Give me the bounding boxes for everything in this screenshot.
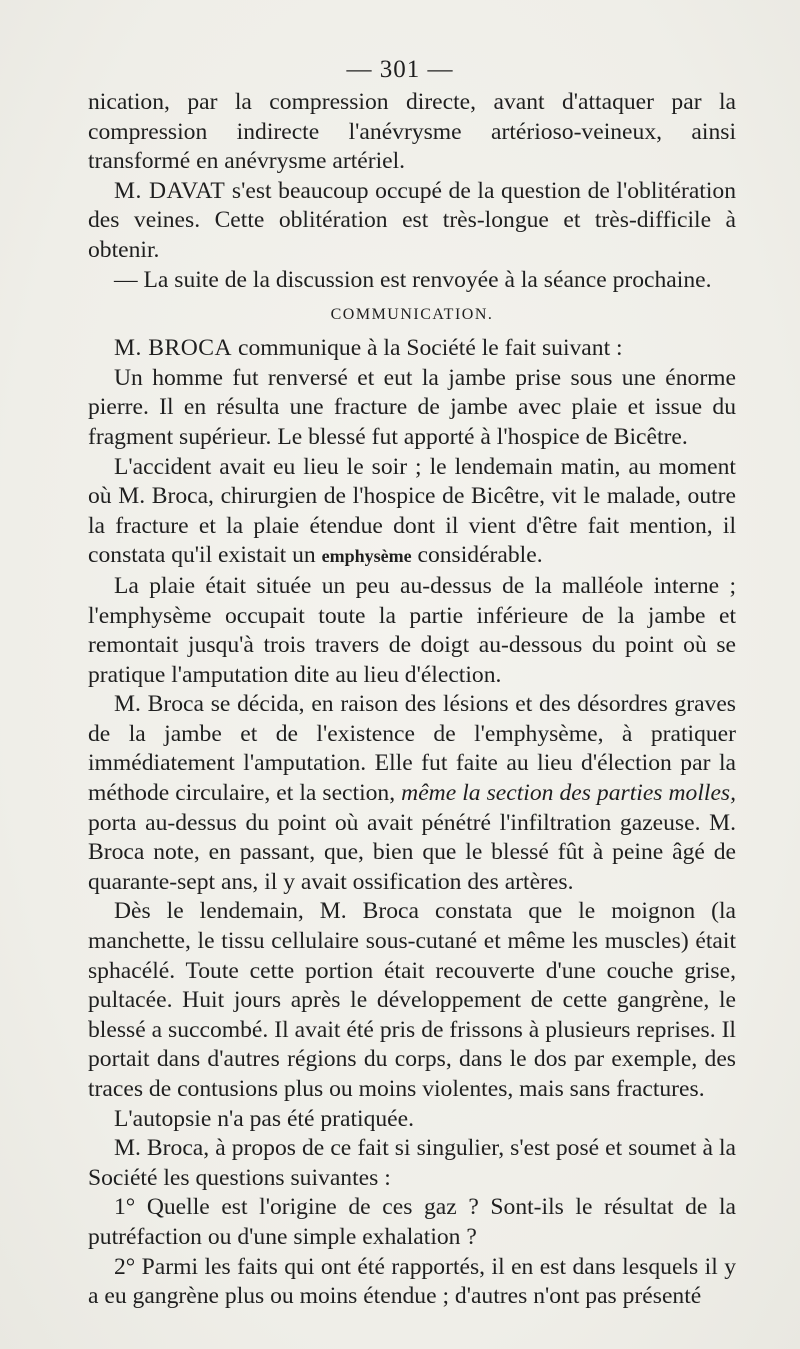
paragraph-text: considérable.	[411, 542, 543, 569]
paragraph-questions: M. Broca, à propos de ce fait si singulier, s'est posé et soumet à la Société les questions suivantes :	[88, 1135, 736, 1191]
speaker-name: M. DAVAT	[114, 177, 226, 204]
paragraph-autopsy: L'autopsie n'a pas été pratiquée.	[114, 1105, 415, 1132]
paragraph-question-2: 2° Parmi les faits qui ont été rapportés, il en est dans lesquels il y a eu gangrène plus ou moins étendue ; d'autres n'ont pas présenté	[88, 1253, 736, 1310]
paragraph-accident	[88, 453, 736, 572]
body-text	[88, 88, 736, 1312]
paragraph-question-1: 1° Quelle est l'origine de ces gaz ? Sont-ils le résultat de la putréfaction ou d'une simple exhalation ?	[88, 1194, 736, 1250]
emphasized-term: emphysème	[321, 546, 412, 567]
paragraph-adjournment: — La suite de la discussion est renvoyée à la séance prochaine.	[114, 266, 712, 293]
speaker-name: M. BROCA	[114, 335, 233, 362]
paragraph-text: s'est beaucoup occupé de la question de l'oblitération des veines. Cette oblitération est très-longue et très-difficile à obtenir.	[88, 177, 736, 263]
paragraph-text: porta au-dessus du point où avait pénétré l'infiltration gazeuse. M. Broca note, en passant, que, bien que le blessé fût à peine âgé de quarante-sept ans, il y avait ossification des artères.	[88, 809, 736, 895]
paragraph-text: communique à la Société le fait suivant :	[232, 335, 623, 362]
paragraph-gangrene: Dès le lendemain, M. Broca constata que le moignon (la manchette, le tissu cellulaire sous-cutané et même les muscles) était sphacélé. Toute cette portion était recouverte d'une couche grise, pultacée. Huit jours après le développement de cette gangrène, le blessé a succombé. Il avait été pris de frissons à plusieurs reprises. Il portait dans d'autres régions du corps, dans le dos par exemple, des traces de contusions plus ou moins violentes, mais sans fractures.	[88, 898, 736, 1102]
paragraph-case: Un homme fut renversé et eut la jambe prise sous une énorme pierre. Il en résulta une fracture de jambe avec plaie et issue du fragment supérieur. Le blessé fut apporté à l'hospice de Bicêtre.	[88, 364, 736, 450]
page-number: — 301 —	[346, 56, 454, 83]
paragraph-davat	[88, 177, 736, 266]
paragraph-broca-intro	[88, 334, 736, 364]
section-heading: COMMUNICATION.	[330, 306, 494, 324]
paragraph-text: M. Broca se décida, en raison des lésions et des désordres graves de la jambe et de l'existence de l'emphysème, à pratiquer immédiatement l'amputation. Elle fut faite au lieu d'élection par la méthode circulaire, et la section,	[88, 691, 736, 807]
paragraph-wound: La plaie était située un peu au-dessus de la malléole interne ; l'emphysème occupait toute la partie inférieure de la jambe et remontait jusqu'à trois travers de doigt au-dessous du point où se pratique l'amputation dite au lieu d'élection.	[88, 572, 736, 688]
paragraph-continuation: nication, par la compression directe, avant d'attaquer par la compression indirecte l'anévrysme artérioso-veineux, ainsi transformé en anévrysme artériel.	[88, 89, 736, 175]
paragraph-text: L'accident avait eu lieu le soir ; le lendemain matin, au moment où M. Broca, chirurgien de l'hospice de Bicêtre, vit le malade, outre la fracture et la plaie étendue dont il vient d'être fait mention, il constata qu'il existait un	[88, 453, 736, 569]
italic-phrase: même la section des parties molles,	[401, 780, 737, 807]
paragraph-amputation	[88, 690, 736, 897]
